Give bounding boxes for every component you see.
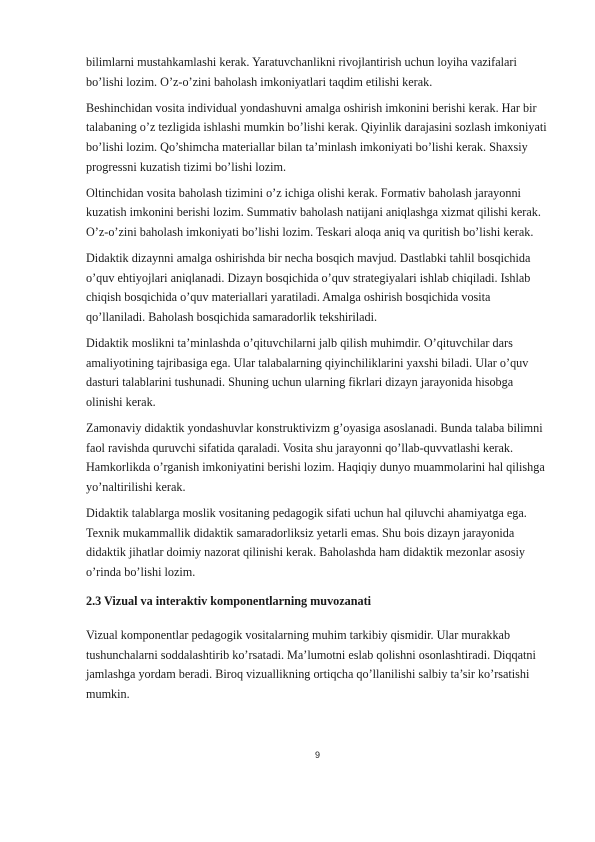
page-number: 9 xyxy=(314,750,320,760)
paragraph: Didaktik dizaynni amalga oshirishda bir necha bosqich mavjud. Dastlabki tahlil bosqichida o’quv ehtiyojlari aniqlanadi. Dizayn bosqichida o’quv strategiyalari ishlab chiqiladi. Ishlab chiqish bosqichida o’quv materiallari yaratiladi. Amalga oshirish bosqichida vosita qo’llaniladi. Baholash bosqichida samaradorlik tekshiriladi. xyxy=(86,251,531,324)
paragraph: Oltinchidan vosita baholash tizimini o’z ichiga olishi kerak. Formativ baholash jarayonni kuzatish imkonini berishi lozim. Summativ baholash natijani aniqlashga xizmat qilishi kerak. O’z-o’zini baholash imkoniyati bo’lishi lozim. Teskari aloqa aniq va quritish bo’lishi kerak. xyxy=(86,185,541,239)
paragraph: bilimlarni mustahkamlashi kerak. Yaratuvchanlikni rivojlantirish uchun loyiha vazifalari bo’lishi lozim. O’z-o’zini baholash imkoniyatlari taqdim etilishi kerak. xyxy=(86,55,517,89)
paragraph: Didaktik talablarga moslik vositaning pedagogik sifati uchun hal qiluvchi ahamiyatga ega. Texnik mukammallik didaktik samaradorliksiz yetarli emas. Shu bois dizayn jarayonida didaktik jihatlar doimiy nazorat qilinishi kerak. Baholashda ham didaktik mezonlar asosiy o’rinda bo’lishi lozim. xyxy=(86,506,527,579)
paragraph: Beshinchidan vosita individual yondashuvni amalga oshirish imkonini berishi kerak. Har bir talabaning o’z tezligida ishlashi mumkin bo’lishi kerak. Qiyinlik darajasini sozlash imkoniyati bo’lishi lozim. Qo’shimcha materiallar bilan ta’minlash imkoniyati bo’lishi kerak. Shaxsiy progressni kuzatish tizimi bo’lishi lozim. xyxy=(86,100,547,174)
body-text xyxy=(86,53,550,711)
paragraph: Zamonaviy didaktik yondashuvlar konstruktivizm g’oyasiga asoslanadi. Bunda talaba bilimni faol ravishda quruvchi sifatida qaraladi. Vosita shu jarayonni qo’llab-quvvatlashi kerak. Hamkorlikda o’rganish imkoniyatini berishi lozim. Haqiqiy dunyo muammolarini hal qilishga yo’naltirilishi kerak. xyxy=(86,421,545,494)
section-heading: 2.3 Vizual va interaktiv komponentlarning muvozanati xyxy=(86,594,372,609)
paragraph: Vizual komponentlar pedagogik vositalarning muhim tarkibiy qismidir. Ular murakkab tushunchalarni soddalashtirib ko’rsatadi. Ma’lumotni eslab qolishni osonlashtiradi. Diqqatni jamlashga yordam beradi. Biroq vizuallikning ortiqcha qo’llanilishi salbiy ta’sir ko’rsatishi mumkin. xyxy=(86,628,536,701)
paragraph: Didaktik moslikni ta’minlashda o’qituvchilarni jalb qilish muhimdir. O’qituvchilar dars amaliyotining tajribasiga ega. Ular talabalarning qiyinchiliklarini yaxshi biladi. Ular o’quv dasturi talablarini tushunadi. Shuning uchun ularning fikrlari dizayn jarayonida hisobga olinishi kerak. xyxy=(86,336,529,409)
